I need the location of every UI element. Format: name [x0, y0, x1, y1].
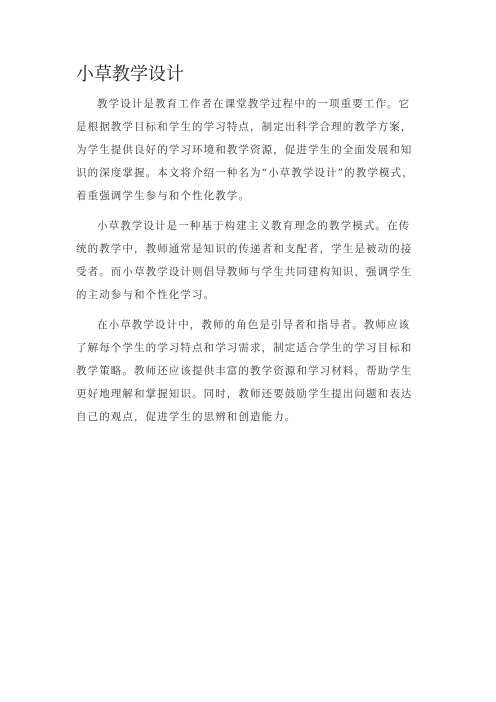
paragraph-line: 在小草教学设计中，教师的角色是引导者和指导者。教师应该	[97, 319, 411, 331]
paragraph-line: 是根据教学目标和学生的学习特点，制定出科学合理的教学方案，	[76, 121, 413, 133]
paragraph-3	[76, 314, 436, 429]
document-title: 小草教学设计	[76, 64, 184, 85]
paragraph-line: 教学策略。教师还应该提供丰富的教学资源和学习材料，帮助学生	[76, 365, 413, 377]
paragraph-line: 教学设计是教育工作者在课堂教学过程中的一项重要工作。它	[97, 98, 411, 110]
paragraph-line: 小草教学设计是一种基于构建主义教育理念的教学模式。在传	[97, 220, 411, 232]
paragraph-1	[76, 93, 436, 208]
paragraph-line: 更好地理解和掌握知识。同时，教师还要鼓励学生提出问题和表达	[76, 388, 413, 400]
paragraph-line: 的主动参与和个性化学习。	[76, 289, 216, 301]
paragraph-2	[76, 215, 436, 307]
paragraph-line: 为学生提供良好的学习环境和教学资源，促进学生的全面发展和知	[76, 144, 413, 156]
paragraph-line: 了解每个学生的学习特点和学习需求，制定适合学生的学习目标和	[76, 342, 413, 354]
paragraph-line: 受者。而小草教学设计则倡导教师与学生共同建构知识，强调学生	[76, 266, 413, 278]
paragraph-line: 自己的观点，促进学生的思辨和创造能力。	[76, 411, 297, 423]
paragraph-line: 着重强调学生参与和个性化教学。	[76, 190, 250, 202]
paragraph-line: 统的教学中，教师通常是知识的传递者和支配者，学生是被动的接	[76, 243, 413, 255]
paragraph-line: 识的深度掌握。本文将介绍一种名为“小草教学设计”的教学模式，	[76, 167, 414, 179]
